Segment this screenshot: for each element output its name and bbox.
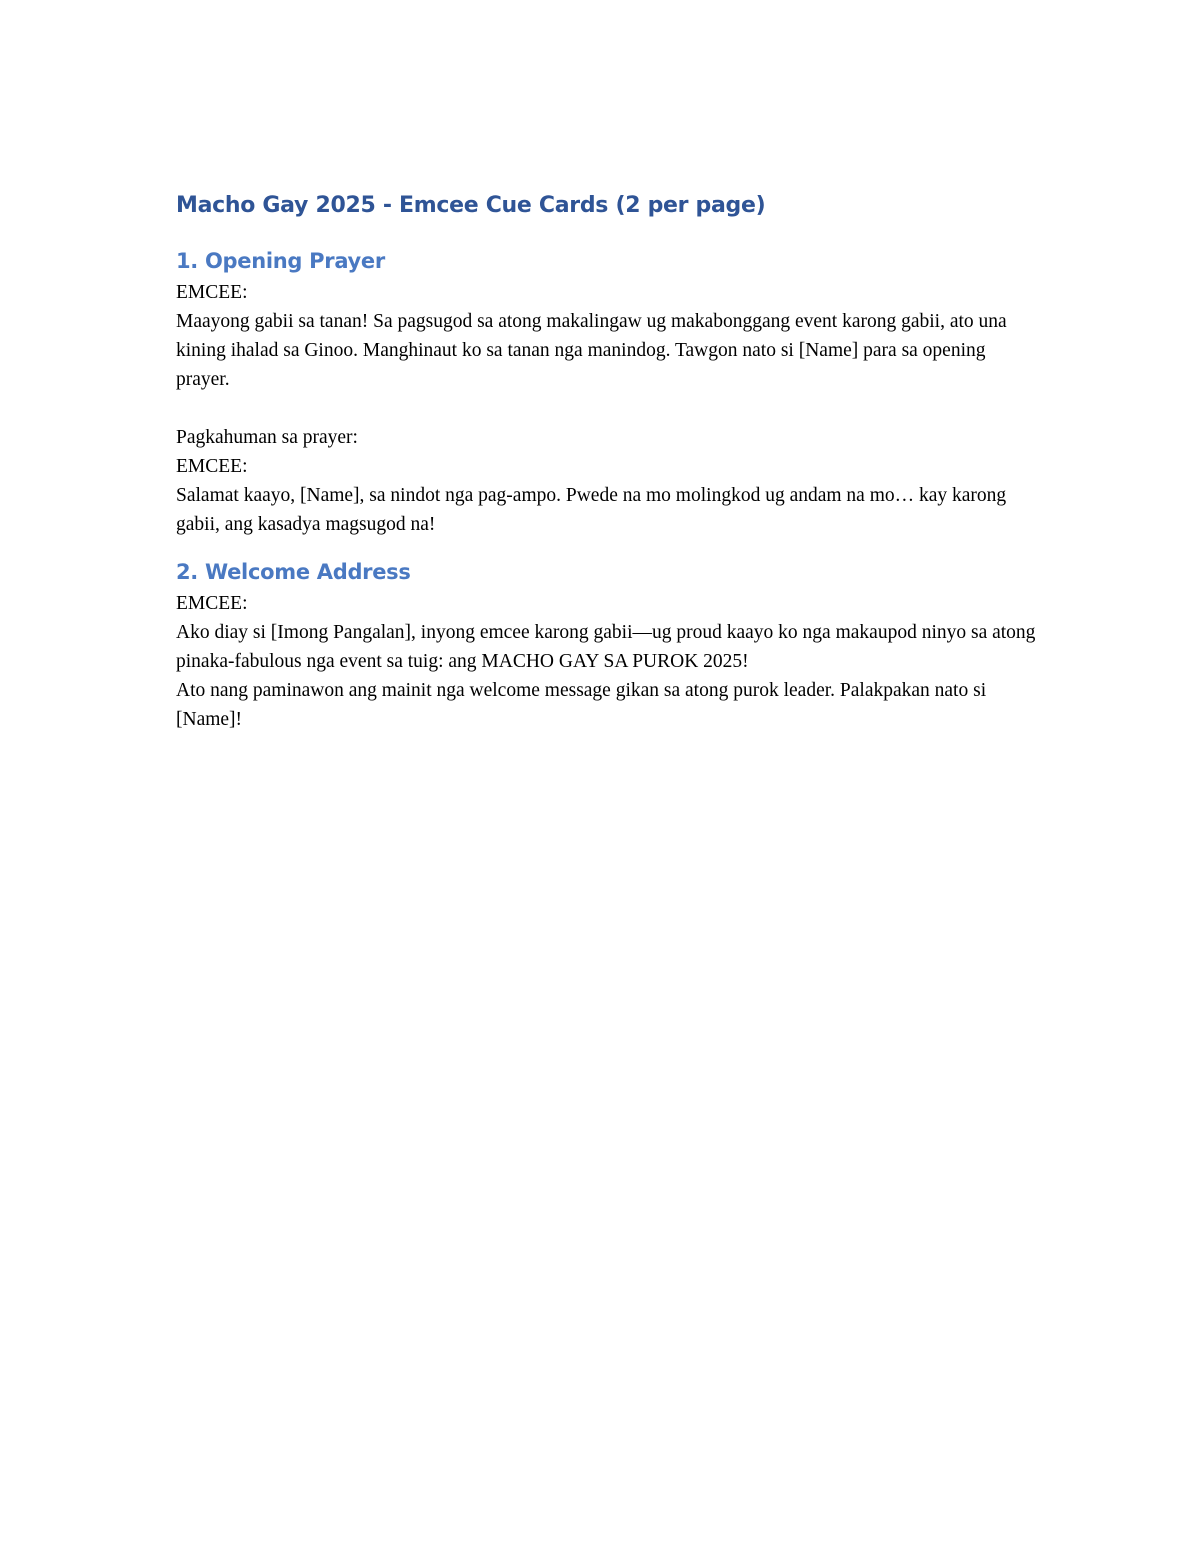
script-paragraph: Ako diay si [Imong Pangalan], inyong emcee karong gabii—ug proud kaayo ko nga makaupod ninyo sa atong pinaka-fabulous nga event sa tuig: ang MACHO GAY SA PUROK 2025! xyxy=(176,622,1036,672)
script-paragraph: Ato nang paminawon ang mainit nga welcome message gikan sa atong purok leader. Palakpakan nato si [Name]! xyxy=(176,680,987,730)
document-body xyxy=(176,188,1036,734)
section-heading: 1. Opening Prayer xyxy=(176,249,385,273)
speaker-label: EMCEE: xyxy=(176,282,248,303)
script-paragraph: Salamat kaayo, [Name], sa nindot nga pag-ampo. Pwede na mo molingkod ug andam na mo… kay karong gabii, ang kasadya magsugod na! xyxy=(176,485,1007,535)
speaker-label: EMCEE: xyxy=(176,593,248,614)
document-title: Macho Gay 2025 - Emcee Cue Cards (2 per page) xyxy=(176,193,766,218)
section-heading: 2. Welcome Address xyxy=(176,560,411,584)
paragraph-spacer xyxy=(176,394,1036,423)
speaker-label: EMCEE: xyxy=(176,456,248,477)
section-welcome-address xyxy=(176,555,1036,734)
stage-direction: Pagkahuman sa prayer: xyxy=(176,427,358,448)
section-opening-prayer xyxy=(176,244,1036,539)
script-paragraph: Maayong gabii sa tanan! Sa pagsugod sa atong makalingaw ug makabonggang event karong gabii, ato una kining ihalad sa Ginoo. Manghinaut ko sa tanan nga manindog. Tawgon nato si [Name] para sa opening prayer. xyxy=(176,311,1007,390)
